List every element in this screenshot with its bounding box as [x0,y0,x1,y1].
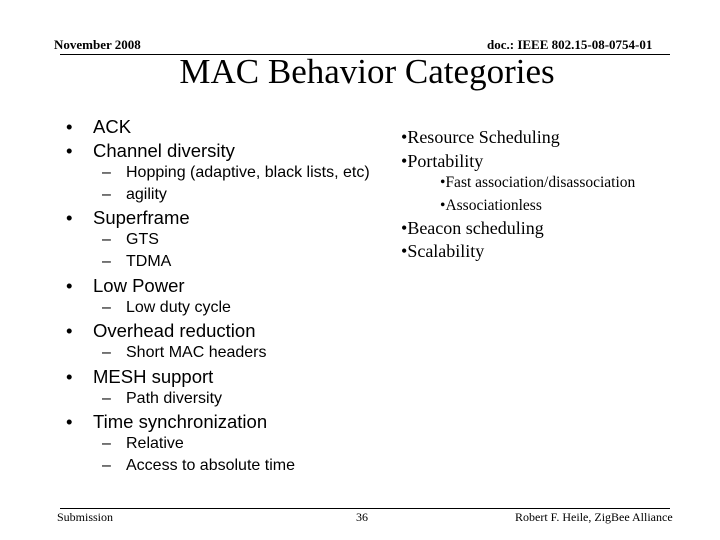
slide-title: MAC Behavior Categories [179,52,555,91]
footer-submission: Submission [57,510,114,524]
sub-bullet-text: agility [126,186,167,203]
right-item-scalability: •Scalability [401,241,485,261]
sub-bullet-text: Short MAC headers [126,344,267,361]
bullet-dot: • [66,320,73,341]
bullet-text: Time synchronization [93,411,268,432]
right-item-resource-scheduling: •Resource Scheduling [401,127,560,147]
bullet-dot: • [66,116,73,137]
right-item-portability: •Portability [401,151,484,171]
right-subitem-text: Fast association/disassociation [445,174,636,191]
bullet-dot: • [66,366,73,387]
bullet-text: Overhead reduction [93,320,256,341]
bullet-dot: • [66,411,73,432]
right-item-text: Beacon scheduling [407,218,544,238]
header-date: November 2008 [54,37,141,52]
sub-bullet-text: Access to absolute time [126,457,295,474]
sub-bullet-text: TDMA [126,253,172,270]
right-subitem-text: Associationless [445,197,542,214]
sub-bullet-text: Hopping (adaptive, black lists, etc) [126,164,370,181]
bullet-text: ACK [93,116,132,137]
sub-bullet-text: Path diversity [126,390,223,407]
right-item-text: Portability [407,151,484,171]
right-subitem-fast-association: •Fast association/disassociation [440,174,636,191]
bullet-dot: • [66,275,73,296]
sub-bullet-text: GTS [126,231,159,248]
header-doc-id: doc.: IEEE 802.15-08-0754-01 [487,37,653,52]
footer-author: Robert F. Heile, ZigBee Alliance [515,510,673,524]
footer-rule [60,508,670,509]
right-subitem-associationless: •Associationless [440,197,542,214]
right-item-text: Scalability [407,241,485,261]
bullet-text: Superframe [93,207,190,228]
bullet-text: Channel diversity [93,140,235,161]
right-item-beacon-scheduling: •Beacon scheduling [401,218,544,238]
bullet-text: MESH support [93,366,214,387]
right-item-text: Resource Scheduling [407,127,560,147]
sub-bullet-text: Relative [126,435,184,452]
bullet-dot: • [66,207,73,228]
bullet-text: Low Power [93,275,185,296]
sub-bullet-text: Low duty cycle [126,299,231,316]
footer-page-number: 36 [356,510,368,524]
bullet-dot: • [66,140,73,161]
